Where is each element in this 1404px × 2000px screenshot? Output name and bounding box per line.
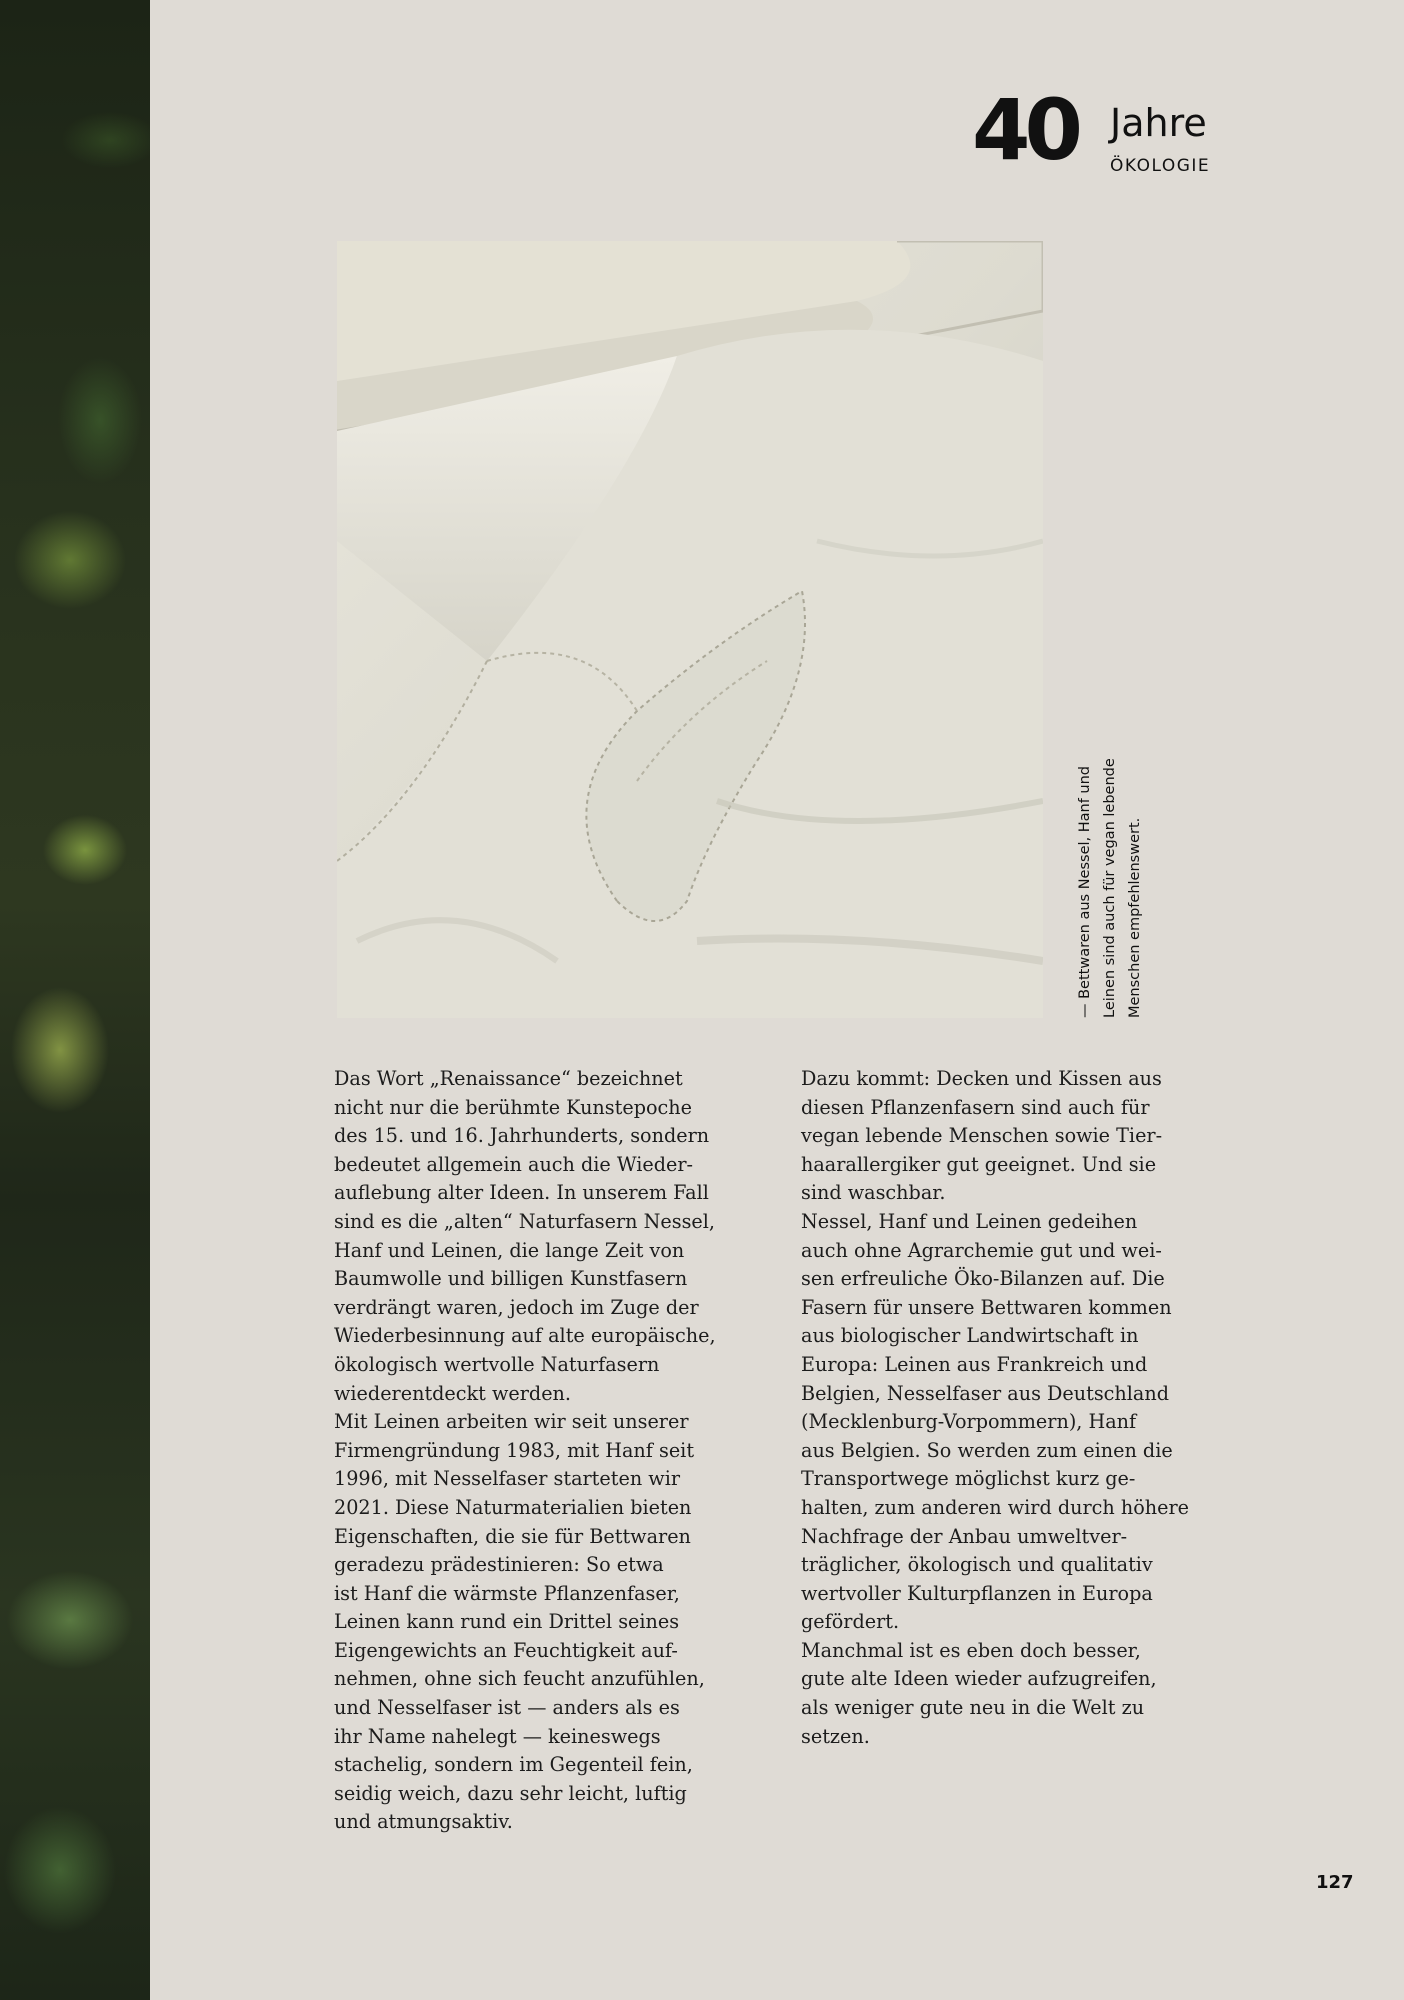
anniversary-logo xyxy=(972,81,1232,180)
logo-word: Jahre xyxy=(1110,101,1207,145)
duvet-photo xyxy=(337,241,1043,1018)
page-number: 127 xyxy=(1316,1872,1354,1893)
duvet-photo-icon xyxy=(337,241,1043,1018)
logo-number: 40 xyxy=(972,81,1077,179)
foliage-photo-strip xyxy=(0,0,150,2000)
article-column-right: Dazu kommt: Decken und Kissen aus diesen Pflanzenfasern sind auch für vegan lebende Menschen sowie Tier- haarallergiker gut geeignet. Und sie sind waschbar. Nessel, Hanf und Leinen gedeihen auch ohne Agrarchemie gut und wei- sen erfreuliche Öko-Bilanzen auf. Die Fasern für unsere Bettwaren kommen aus biologischer Landwirtschaft in Europa: Leinen aus Frankreich und Belgien, Nesselfaser aus Deutschland (Mecklenburg-Vorpommern), Hanf aus Belgien. So werden zum einen die Transportwege möglichst kurz ge- halten, zum anderen wird durch höhere Nachfrage der Anbau umweltver- träglicher, ökologisch und qualitativ wertvoller Kulturpflanzen in Europa gefördert. Manchmal ist es eben doch besser, gute alte Ideen wieder aufzugreifen, als weniger gute neu in die Welt zu setzen. xyxy=(801,1067,1190,1748)
photo-caption: — Bettwaren aus Nessel, Hanf und Leinen sind auch für vegan lebende Menschen empfehlenswert. xyxy=(1077,758,1143,1018)
logo-subtitle: ÖKOLOGIE xyxy=(1110,156,1211,176)
article-column-left: Das Wort „Renaissance“ bezeichnet nicht nur die berühmte Kunstepoche des 15. und 16. Jahrhunderts, sondern bedeutet allgemein auch die Wieder- auflebung alter Ideen. In unserem Fall sind es die „alten“ Naturfasern Nessel, Hanf und Leinen, die lange Zeit von Baumwolle und billigen Kunstfasern verdrängt waren, jedoch im Zuge der Wiederbesinnung auf alte europäische, ökologisch wertvolle Naturfasern wiederentdeckt werden. Mit Leinen arbeiten wir seit unserer Firmengründung 1983, mit Hanf seit 1996, mit Nesselfaser starteten wir 2021. Diese Naturmaterialien bieten Eigenschaften, die sie für Bettwaren geradezu prädestinieren: So etwa ist Hanf die wärmste Pflanzenfaser, Leinen kann rund ein Drittel seines Eigengewichts an Feuchtigkeit auf- nehmen, ohne sich feucht anzufühlen, und Nesselfaser ist — anders als es ihr Name nahelegt — keineswegs stachelig, sondern im Gegenteil fein, seidig weich, dazu sehr leicht, luftig und atmungsaktiv. xyxy=(334,1067,716,1834)
